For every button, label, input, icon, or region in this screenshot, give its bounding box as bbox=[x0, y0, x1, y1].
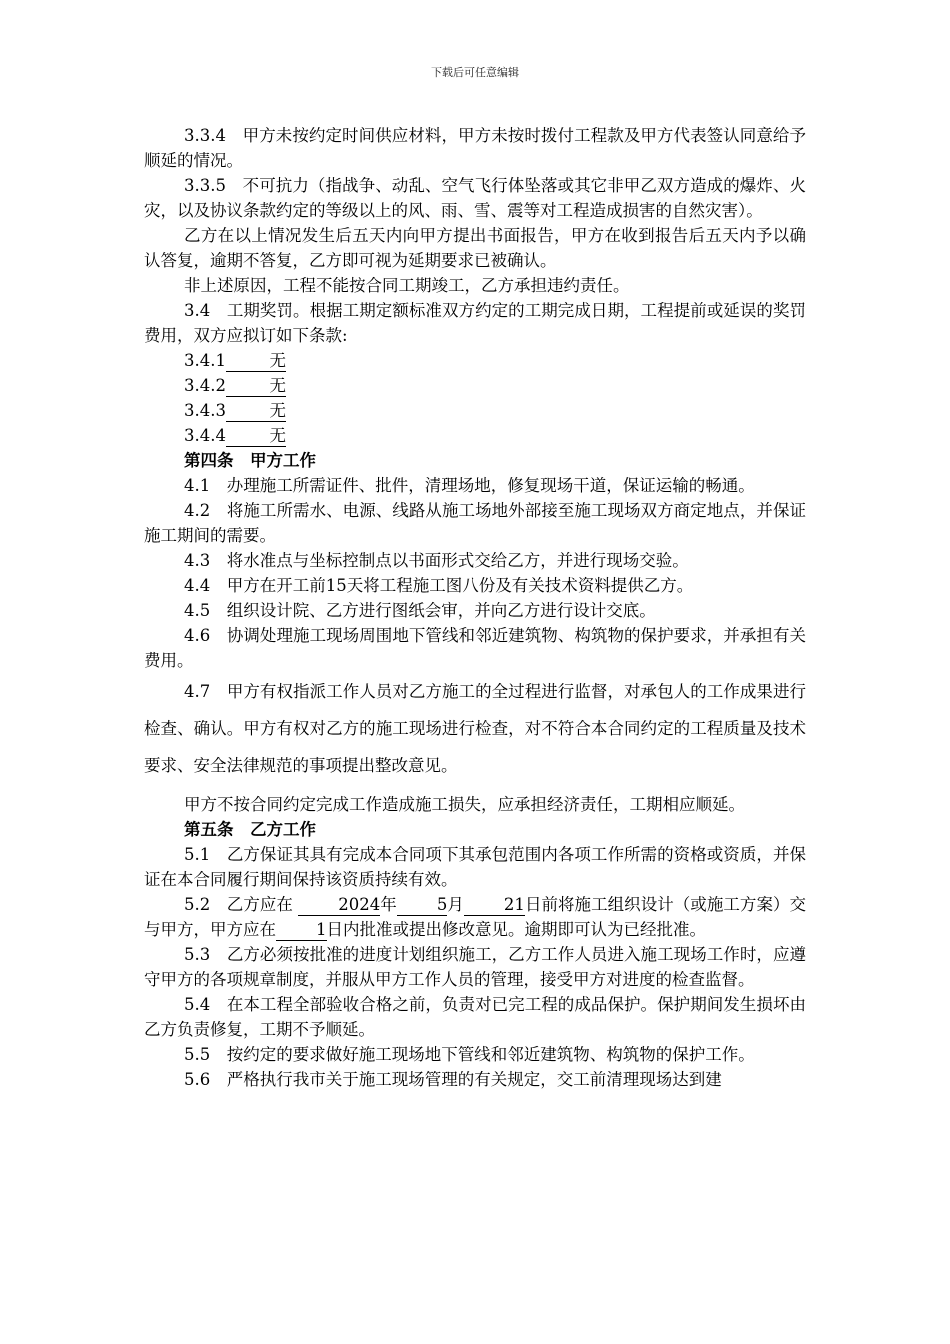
blank-field: 无 bbox=[226, 376, 286, 397]
clause-5-1: 5.1 乙方保证其具有完成本合同项下其承包范围内各项工作所需的资格或资质，并保证在本合同履行期间保持该资质持续有效。 bbox=[144, 845, 806, 889]
blank-field: 无 bbox=[226, 426, 286, 447]
days-field: 1 bbox=[276, 920, 327, 941]
clause-3-4-4: 3.4.4 无 bbox=[184, 426, 286, 445]
breach-paragraph: 非上述原因，工程不能按合同工期竣工，乙方承担违约责任。 bbox=[184, 276, 630, 295]
report-paragraph: 乙方在以上情况发生后五天内向甲方提出书面报告，甲方在收到报告后五天内予以确认答复，逾期不答复，乙方即可视为延期要求已被确认。 bbox=[144, 226, 806, 270]
article-5-heading: 第五条 乙方工作 bbox=[184, 820, 316, 839]
clause-3-4-2: 3.4.2 无 bbox=[184, 376, 286, 395]
clause-5-2: 5.2 乙方应在 2024年 5月 21日前将施工组织设计（或施工方案）交与甲方，甲方应在 1日内批准或提出修改意见。逾期即可认为已经批准。 bbox=[144, 895, 807, 939]
clause-3-4-3: 3.4.3 无 bbox=[184, 401, 286, 420]
clause-5-5: 5.5 按约定的要求做好施工现场地下管线和邻近建筑物、构筑物的保护工作。 bbox=[184, 1045, 755, 1064]
clause-3-3-5: 3.3.5 不可抗力（指战争、动乱、空气飞行体坠落或其它非甲乙双方造成的爆炸、火灾，以及协议条款约定的等级以上的风、雨、雪、震等对工程造成损害的自然灾害）。 bbox=[144, 176, 806, 220]
article-4-closing: 甲方不按合同约定完成工作造成施工损失，应承担经济责任，工期相应顺延。 bbox=[184, 795, 745, 814]
clause-5-4: 5.4 在本工程全部验收合格之前，负责对已完工程的成品保护。保护期间发生损坏由乙方负责修复，工期不予顺延。 bbox=[144, 995, 806, 1039]
page-header: 下载后可任意编辑 bbox=[431, 66, 519, 79]
clause-4-2: 4.2 将施工所需水、电源、线路从施工场地外部接至施工现场双方商定地点，并保证施工期间的需要。 bbox=[144, 501, 806, 545]
month-field: 5 bbox=[397, 895, 448, 916]
clause-3-3-4: 3.3.4 甲方未按约定时间供应材料，甲方未按时拨付工程款及甲方代表签认同意给予顺延的情况。 bbox=[144, 126, 806, 170]
clause-3-4-1: 3.4.1 无 bbox=[184, 351, 286, 370]
blank-field: 无 bbox=[226, 401, 286, 422]
clause-3-4: 3.4 工期奖罚。根据工期定额标准双方约定的工期完成日期，工程提前或延误的奖罚费用，双方应拟订如下条款: bbox=[144, 301, 806, 345]
clause-4-5: 4.5 组织设计院、乙方进行图纸会审，并向乙方进行设计交底。 bbox=[184, 601, 656, 620]
article-4-heading: 第四条 甲方工作 bbox=[184, 451, 316, 470]
document-body bbox=[144, 123, 806, 1092]
clause-5-3: 5.3 乙方必须按批准的进度计划组织施工，乙方工作人员进入施工现场工作时，应遵守甲方的各项规章制度，并服从甲方工作人员的管理，接受甲方对进度的检查监督。 bbox=[144, 945, 806, 989]
clause-5-6: 5.6 严格执行我市关于施工现场管理的有关规定，交工前清理现场达到建 bbox=[184, 1070, 722, 1089]
clause-4-6: 4.6 协调处理施工现场周围地下管线和邻近建筑物、构筑物的保护要求，并承担有关费用。 bbox=[144, 626, 806, 670]
blank-field: 无 bbox=[226, 351, 286, 372]
day-field: 21 bbox=[464, 895, 525, 916]
clause-4-3: 4.3 将水准点与坐标控制点以书面形式交给乙方，并进行现场交验。 bbox=[184, 551, 689, 570]
clause-4-4: 4.4 甲方在开工前15天将工程施工图八份及有关技术资料提供乙方。 bbox=[184, 576, 694, 595]
year-field: 2024 bbox=[298, 895, 380, 916]
clause-4-7: 4.7 甲方有权指派工作人员对乙方施工的全过程进行监督，对承包人的工作成果进行检查、确认。甲方有权对乙方的施工现场进行检查，对不符合本合同约定的工程质量及技术要求、安全法律规范的事项提出整改意见。 bbox=[144, 682, 806, 775]
clause-4-1: 4.1 办理施工所需证件、批件，清理场地，修复现场干道，保证运输的畅通。 bbox=[184, 476, 755, 495]
